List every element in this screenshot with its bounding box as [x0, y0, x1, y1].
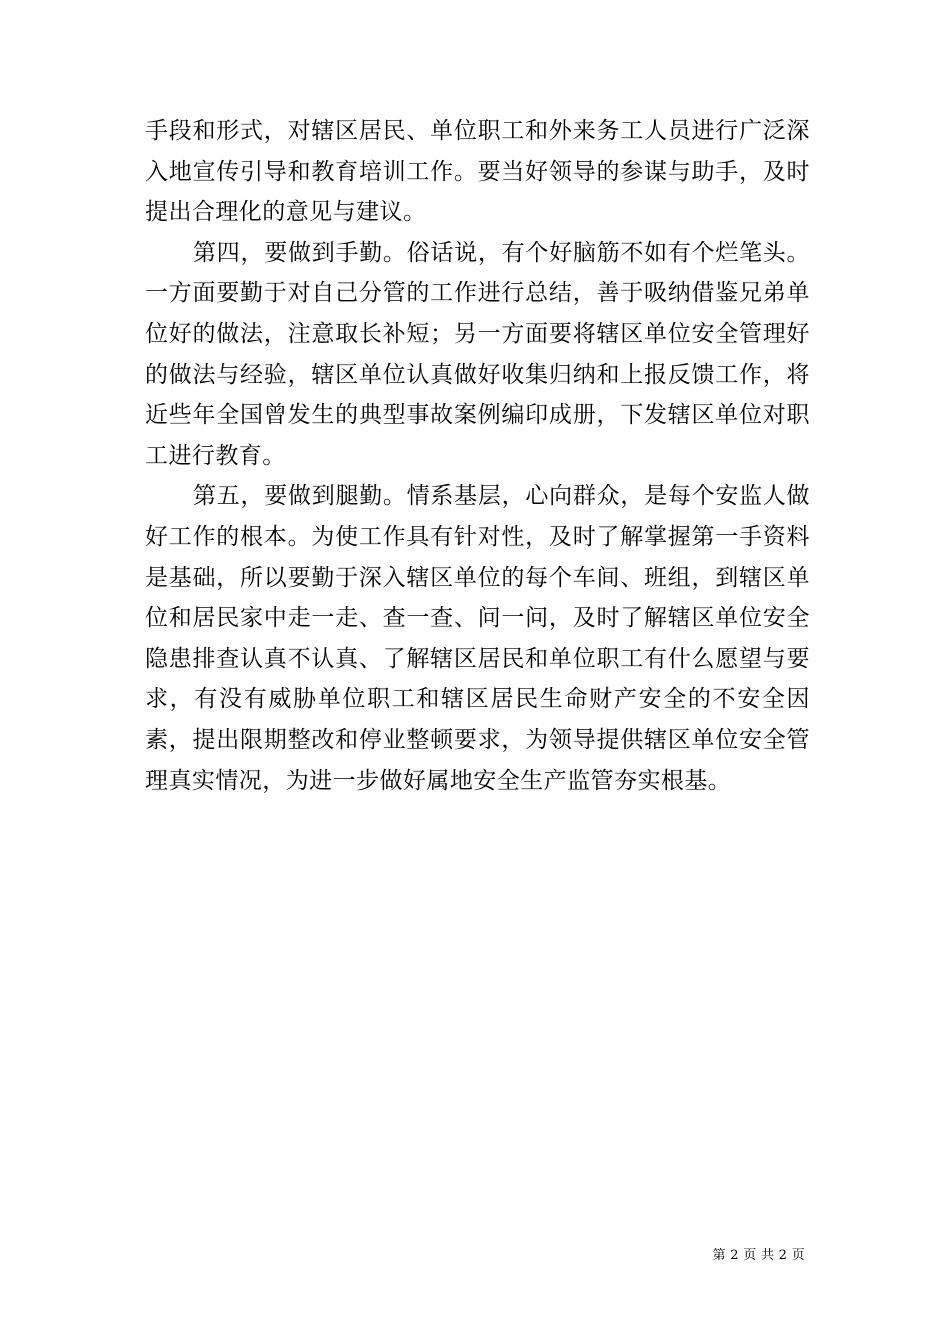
paragraph-3: 第五，要做到腿勤。情系基层，心向群众，是每个安监人做好工作的根本。为使工作具有针对性，及时了解掌握第一手资料是基础，所以要勤于深入辖区单位的每个车间、班组，到辖区单位和居民家中走一走、查一查、问一问，及时了解辖区单位安全隐患排查认真不认真、了解辖区居民和单位职工有什么愿望与要求，有没有威胁单位职工和辖区居民生命财产安全的不安全因素，提出限期整改和停业整顿要求，为领导提供辖区单位安全管理真实情况，为进一步做好属地安全生产监管夯实根基。: [145, 483, 810, 794]
body-text: [145, 111, 810, 801]
paragraph-2: 第四，要做到手勤。俗话说，有个好脑筋不如有个烂笔头。一方面要勤于对自己分管的工作进行总结，善于吸纳借鉴兄弟单位好的做法，注意取长补短；另一方面要将辖区单位安全管理好的做法与经验，辖区单位认真做好收集归纳和上报反馈工作，将近些年全国曾发生的典型事故案例编印成册，下发辖区单位对职工进行教育。: [145, 239, 810, 469]
page-number-footer: 第 2 页 共 2 页: [712, 1248, 805, 1263]
paragraph-1: 手段和形式，对辖区居民、单位职工和外来务工人员进行广泛深入地宣传引导和教育培训工作。要当好领导的参谋与助手，及时提出合理化的意见与建议。: [145, 118, 810, 226]
